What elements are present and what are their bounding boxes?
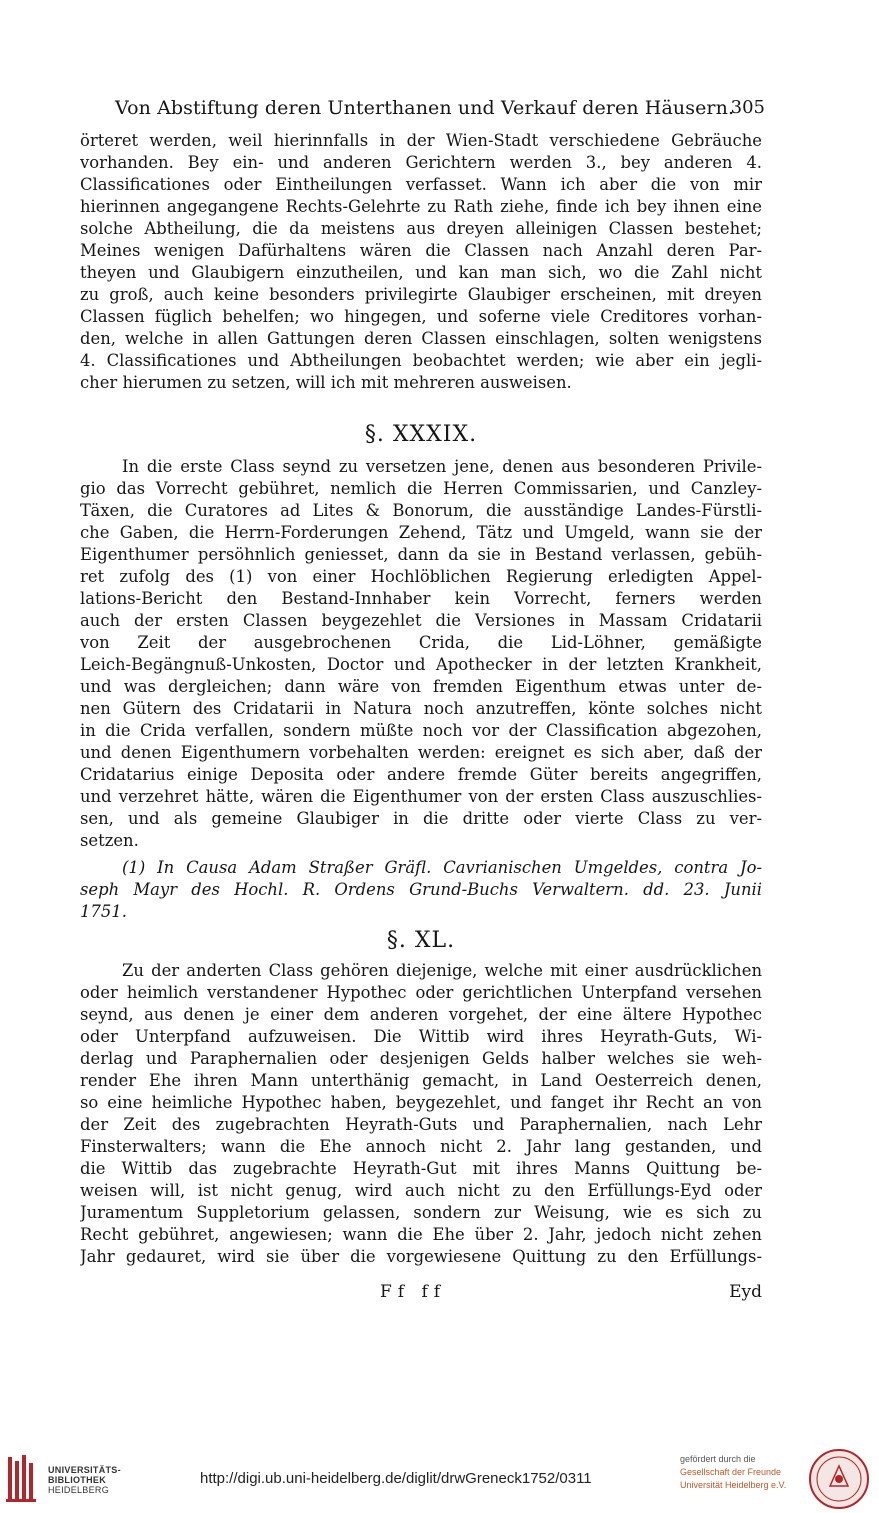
text-line: oder heimlich verstandener Hypothec oder gerichtlichen Unterpfand versehen (80, 983, 762, 1002)
text-line: Classificationes oder Eintheilungen verfasset. Wann ich aber die von mir (80, 175, 762, 194)
footnote-line: (1) In Causa Adam Straßer Gräfl. Cavrianischen Umgeldes, contra Jo- (122, 858, 762, 877)
text-line: Täxen, die Curatores ad Lites & Bonorum, die ausständige Landes-Fürstli- (80, 501, 762, 520)
text-line: Leich-Begängnuß-Unkosten, Doctor und Apothecker in der letzten Krankheit, (80, 655, 762, 674)
text-line: solche Abtheilung, die da meistens aus dreyen alleinigen Classen bestehet; (80, 219, 762, 238)
permalink-url[interactable]: http://digi.ub.uni-heidelberg.de/diglit/drwGreneck1752/0311 (200, 1470, 592, 1487)
footnote (80, 857, 762, 923)
text-line: von Zeit der ausgebrochenen Crida, die Lid-Löhner, gemäßigte (80, 633, 762, 652)
text-line: Zu der anderten Class gehören diejenige, welche mit einer ausdrücklichen (122, 961, 762, 980)
text-line: theyen und Glaubigern einzutheilen, und kan man sich, wo die Zahl nicht (80, 263, 762, 282)
text-line: weisen will, ist nicht genug, wird auch nicht zu den Erfüllungs-Eyd oder (80, 1181, 762, 1200)
text-line: Cridatarius einige Deposita oder andere fremde Güter bereits angegriffen, (80, 765, 762, 784)
text-line: örteret werden, weil hierinnfalls in der Wien-Stadt verschiedene Gebräuche (80, 131, 762, 150)
text-line: render Ehe ihren Mann unterthänig gemacht, in Land Oesterreich denen, (80, 1071, 762, 1090)
text-line: seynd, aus denen je einer dem anderen vorgehet, der eine ältere Hypothec (80, 1005, 762, 1024)
page-foot (80, 1282, 762, 1304)
footnote-line: 1751. (80, 902, 127, 921)
sponsor-credit (680, 1453, 786, 1492)
text-line: und was dergleichen; dann wäre von fremden Eigenthum etwas unter de- (80, 677, 762, 696)
page-number: 305 (730, 97, 765, 118)
sponsor-org: Universität Heidelberg e.V. (680, 1480, 787, 1490)
text-line: Meines wenigen Dafürhaltens wären die Classen nach Anzahl deren Par- (80, 241, 762, 260)
text-line: in die Crida verfallen, sondern müßte noch vor der Classification abgezohen, (80, 721, 762, 740)
section-39-paragraph (80, 456, 762, 852)
text-line: nen Gütern des Cridatarii in Natura noch anzutreffen, könte solches nicht (80, 699, 762, 718)
text-line: che Gaben, die Herrn-Forderungen Zehend, Tätz und Umgeld, wann sie der (80, 523, 762, 542)
footnote-line: seph Mayr des Hochl. R. Ordens Grund-Buchs Verwaltern. dd. 23. Junii (80, 880, 762, 899)
text-line: hierinnen angegangene Rechts-Gelehrte zu Rath ziehe, finde ich bey ihnen eine (80, 197, 762, 216)
running-head: Von Abstiftung deren Unterthanen und Verkauf deren Häusern. (115, 97, 735, 119)
library-name-line: HEIDELBERG (48, 1485, 110, 1495)
text-line: oder Unterpfand aufzuweisen. Die Wittib wird ihres Heyrath-Guts, Wi- (80, 1027, 762, 1046)
text-line: In die erste Class seynd zu versetzen jene, denen aus besonderen Privile- (122, 457, 762, 476)
text-line: Finsterwalters; wann die Ehe annoch nicht 2. Jahr lang gestanden, und (80, 1137, 762, 1156)
viewer-footer (0, 1443, 879, 1513)
text-line: gio das Vorrecht gebühret, nemlich die Herren Commissarien, und Canzley- (80, 479, 762, 498)
page-header (115, 94, 765, 124)
library-name-line: BIBLIOTHEK (48, 1475, 106, 1485)
text-line: und denen Eigenthumern vorbehalten werden: ereignet es sich aber, daß der (80, 743, 762, 762)
text-line: vorhanden. Bey ein- und anderen Gerichtern werden 3., bey anderen 4. (80, 153, 762, 172)
text-line: auch der ersten Classen beygezehlet die Versiones in Massam Cridatarii (80, 611, 762, 630)
signature-mark: Ff ff (380, 1282, 447, 1302)
text-line: derlag und Paraphernalien oder desjenigen Gelds halber welches sie weh- (80, 1049, 762, 1068)
text-line: der Zeit des zugebrachten Heyrath-Guts und Paraphernalien, nach Lehr (80, 1115, 762, 1134)
library-logo-icon (6, 1453, 40, 1503)
text-line: ret zufolg des (1) von einer Hochlöblichen Regierung erledigten Appel- (80, 567, 762, 586)
text-line: setzen. (80, 831, 139, 850)
text-line: Juramentum Suppletorium gelassen, sondern zur Weisung, wie es sich zu (80, 1203, 762, 1222)
text-line: zu groß, auch keine besonders privilegirte Glaubiger erscheinen, mit dreyen (80, 285, 762, 304)
sponsor-label: gefördert durch die (680, 1454, 756, 1464)
intro-paragraph (80, 130, 762, 394)
text-line: lations-Bericht den Bestand-Innhaber kein Vorrecht, ferners werden (80, 589, 762, 608)
library-name (48, 1465, 121, 1495)
text-line: 4. Classificationes und Abtheilungen beobachtet werden; wie aber ein jegli- (80, 351, 762, 370)
university-seal-icon (808, 1448, 870, 1510)
section-heading-39: §. XXXIX. (364, 422, 478, 447)
section-40-paragraph (80, 960, 762, 1268)
catchword: Eyd (729, 1282, 762, 1302)
text-line: sen, und als gemeine Glaubiger in die dritte oder vierte Class zu ver- (80, 809, 762, 828)
section-heading-40: §. XL. (386, 928, 456, 953)
sponsor-org: Gesellschaft der Freunde (680, 1467, 782, 1477)
library-name-line: UNIVERSITÄTS- (48, 1465, 121, 1475)
text-line: Eigenthumer persöhnlich geniesset, dann da sie in Bestand verlassen, gebüh- (80, 545, 762, 564)
text-line: Jahr gedauret, wird sie über die vorgewiesene Quittung zu den Erfüllungs- (80, 1247, 762, 1266)
text-line: und verzehret hätte, wären die Eigenthumer von der ersten Class auszuschlies- (80, 787, 762, 806)
text-line: so eine heimliche Hypothec haben, beygezehlet, und fanget ihr Recht an von (80, 1093, 762, 1112)
text-line: die Wittib das zugebrachte Heyrath-Gut mit ihres Manns Quittung be- (80, 1159, 762, 1178)
text-line: den, welche in allen Gattungen deren Classen einschlagen, solten wenigstens (80, 329, 762, 348)
text-line: cher hierumen zu setzen, will ich mit mehreren ausweisen. (80, 373, 572, 392)
text-line: Recht gebühret, angewiesen; wann die Ehe über 2. Jahr, jedoch nicht zehen (80, 1225, 762, 1244)
text-line: Classen füglich behelfen; wo hingegen, und soferne viele Creditores vorhan- (80, 307, 762, 326)
